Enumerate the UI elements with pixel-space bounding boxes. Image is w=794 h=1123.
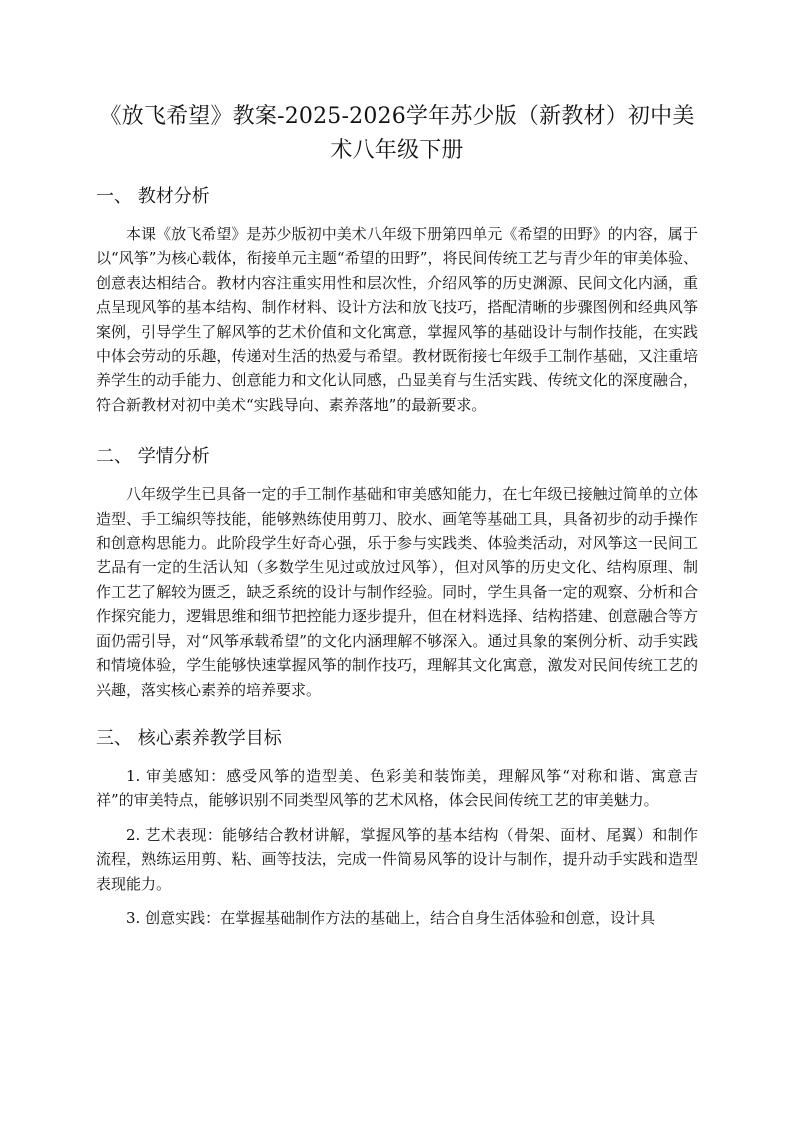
objective-item: 3. 创意实践：在掌握基础制作方法的基础上，结合自身生活体验和创意，设计具 <box>126 908 656 927</box>
section-heading-2: 二、 学情分析 <box>96 446 210 468</box>
document-page <box>96 100 698 940</box>
section-heading-1: 一、 教材分析 <box>96 186 210 207</box>
objective-item: 2. 艺术表现：能够结合教材讲解，掌握风筝的基本结构（骨架、面材、尾翼）和制作流程，熟练运用剪、粘、画等技法，完成一件简易风筝的设计与制作，提升动手实践和造型表现能力。 <box>96 825 698 893</box>
section-paragraph-2: 八年级学生已具备一定的手工制作基础和审美感知能力，在七年级已接触过简单的立体造型、手工编织等技能，能够熟练使用剪刀、胶水、画笔等基础工具，具备初步的动手操作和创意构思能力。此阶段学生好奇心强，乐于参与实践类、体验类活动，对风筝这一民间工艺品有一定的生活认知（多数学生见过或放过风筝），但对风筝的历史文化、结构原理、制作工艺了解较为匮乏，缺乏系统的设计与制作经验。同时，学生具备一定的观察、分析和合作探究能力，逻辑思维和细节把控能力逐步提升，但在材料选择、结构搭建、创意融合等方面仍需引导，对“风筝承载希望”的文化内涵理解不够深入。通过具象的案例分析、动手实践和情境体验，学生能够快速掌握风筝的制作技巧，理解其文化寓意，激发对民间传统工艺的兴趣，落实核心素养的培养要求。 <box>96 485 698 699</box>
section-paragraph-1: 本课《放飞希望》是苏少版初中美术八年级下册第四单元《希望的田野》的内容，属于以“风筝”为核心载体，衔接单元主题“希望的田野”，将民间传统工艺与青少年的审美体验、创意表达相结合。教材内容注重实用性和层次性，介绍风筝的历史渊源、民间文化内涵，重点呈现风筝的基本结构、制作材料、设计方法和放飞技巧，搭配清晰的步骤图例和经典风筝案例，引导学生了解风筝的艺术价值和文化寓意，掌握风筝的基础设计与制作技能，在实践中体会劳动的乐趣，传递对生活的热爱与希望。教材既衔接七年级手工制作基础，又注重培养学生的动手能力、创意能力和文化认同感，凸显美育与生活实践、传统文化的深度融合，符合新教材对初中美术“实践导向、素养落地”的最新要求。 <box>96 225 698 414</box>
page-title: 《放飞希望》教案-2025-2026学年苏少版（新教材）初中美术八年级下册 <box>99 104 695 163</box>
section-heading-3: 三、 核心素养教学目标 <box>96 727 282 749</box>
spacer <box>96 417 698 444</box>
spacer <box>96 702 698 726</box>
objective-item: 1. 审美感知：感受风筝的造型美、色彩美和装饰美，理解风筝“对称和谐、寓意吉祥”的审美特点，能够识别不同类型风筝的艺术风格，体会民间传统工艺的审美魅力。 <box>96 766 698 810</box>
